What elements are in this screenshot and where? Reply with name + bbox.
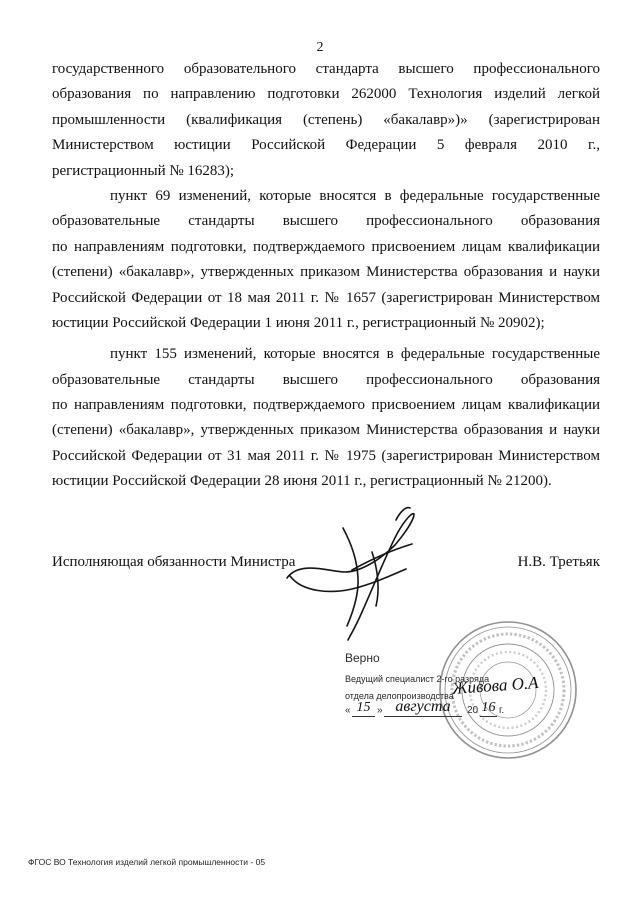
body-line: Российской Федерации от 18 мая 2011 г. № 1657 (зарегистрирован Министерством <box>52 289 600 306</box>
stamp-title: Верно <box>345 651 380 665</box>
footer-note: ФГОС ВО Технология изделий легкой промышленности - 05 <box>28 857 266 867</box>
body-line: юстиции Российской Федерации 1 июня 2011 г., регистрационный № 20902); <box>52 314 545 331</box>
body-line: по направлениям подготовки, подтверждаемого присвоением лицам квалификации <box>52 238 600 255</box>
body-line: пункт 155 изменений, которые вносятся в федеральные государственные <box>110 346 600 363</box>
body-line: по направлениям подготовки, подтверждаемого присвоением лицам квалификации <box>52 397 600 414</box>
paragraph <box>52 342 600 494</box>
body-line: (степени) «бакалавр», утвержденных приказом Министерства образования и науки <box>52 422 600 439</box>
date-year-unit: г. <box>499 705 505 716</box>
signatory-name: Н.В. Третьяк <box>517 554 600 570</box>
stamp-department-line: отдела делопроизводства <box>345 691 454 701</box>
date-month: августа <box>384 698 462 717</box>
body-line: пункт 69 изменений, которые вносятся в федеральные государственные <box>110 187 600 204</box>
body-line: юстиции Российской Федерации 28 июня 2011 г., регистрационный № 21200). <box>52 473 552 490</box>
body-line: Министерством юстиции Российской Федерации 5 февраля 2010 г., <box>52 137 600 154</box>
paragraph <box>52 57 600 184</box>
body-line: (степени) «бакалавр», утвержденных приказом Министерства образования и науки <box>52 264 600 281</box>
signatory-position: Исполняющая обязанности Министра <box>52 554 296 570</box>
paragraph <box>52 184 600 336</box>
body-line: регистрационный № 16283); <box>52 162 235 179</box>
date-year-suffix: 16 <box>481 700 496 715</box>
stamp-signer: Живова О.А <box>451 672 540 698</box>
body-line: образовательные стандарты высшего профессионального образования <box>52 213 600 230</box>
document-body <box>52 57 600 495</box>
page-number: 2 <box>316 40 324 55</box>
stamp-position-line: Ведущий специалист 2-го разряда <box>345 674 490 684</box>
body-line: образовательные стандарты высшего профессионального образования <box>52 371 600 388</box>
body-line: государственного образовательного стандарта высшего профессионального <box>52 61 600 77</box>
body-line: промышленности (квалификация (степень) «бакалавр»)» (зарегистрирован <box>52 111 600 128</box>
date-open-quote: « <box>345 705 351 716</box>
date-day: 15 <box>352 700 375 717</box>
date-year-prefix: 20 <box>467 705 479 716</box>
body-line: Российской Федерации от 31 мая 2011 г. № 1975 (зарегистрирован Министерством <box>52 447 600 464</box>
date-close-quote: » <box>377 705 383 716</box>
body-line: образования по направлению подготовки 262000 Технология изделий легкой <box>52 86 600 103</box>
